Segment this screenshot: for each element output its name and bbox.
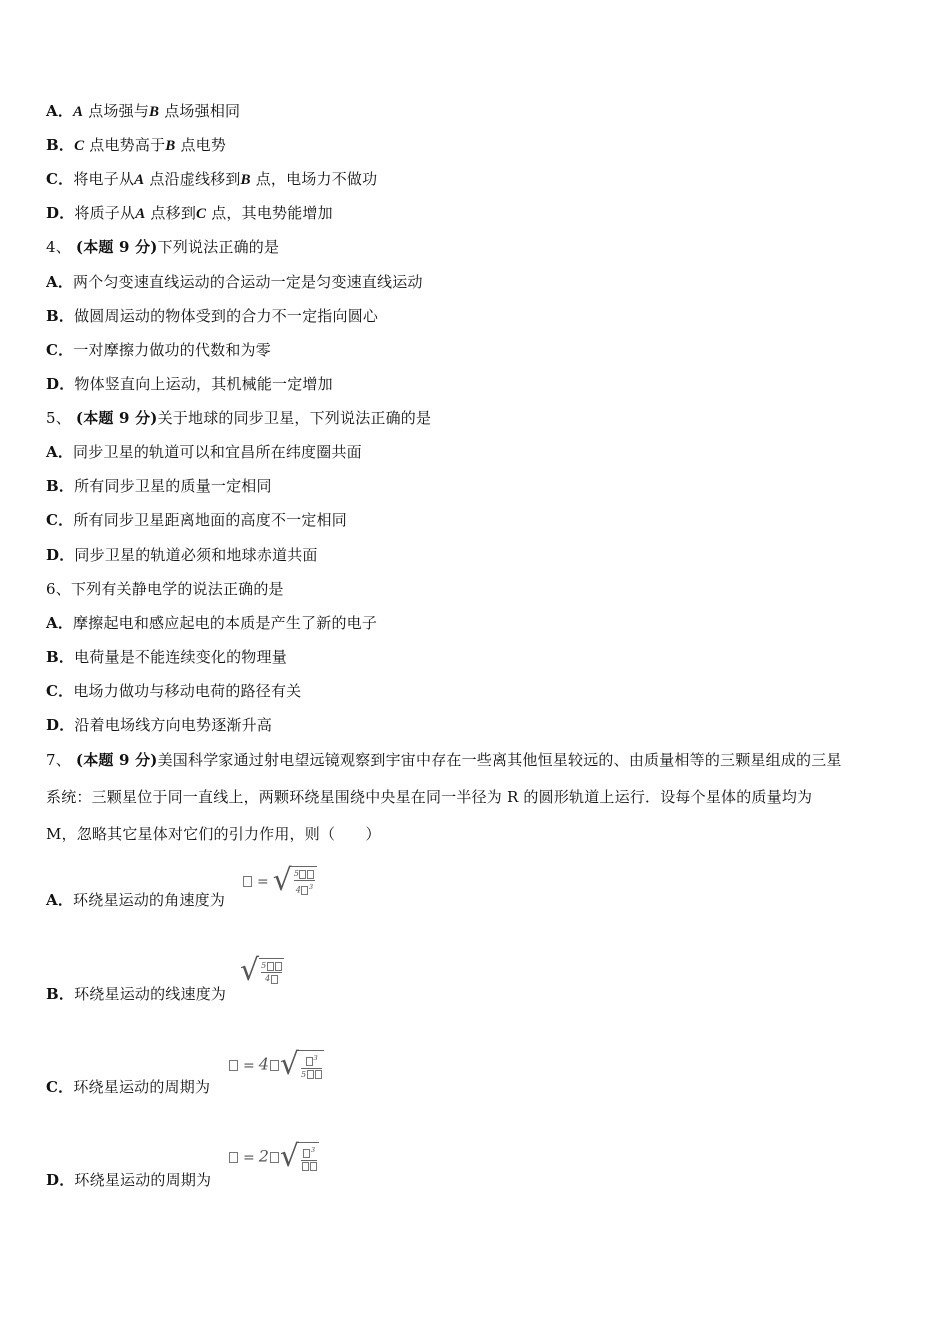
q4-option-d: D．物体竖直向上运动，其机械能一定增加 bbox=[46, 375, 333, 393]
q6-option-c: C．电场力做功与移动电荷的路径有关 bbox=[46, 682, 302, 700]
omega-symbol bbox=[243, 876, 252, 887]
q4-option-c: C．一对摩擦力做功的代数和为零 bbox=[46, 341, 271, 359]
formula-period-c: = 4 √ $\frac{^3}{5}$ bbox=[228, 1050, 324, 1080]
q7-option-a: A．环绕星运动的角速度为 bbox=[46, 891, 226, 909]
q5-option-d: D．同步卫星的轨道必须和地球赤道共面 bbox=[46, 546, 318, 564]
q5-stem: 5、 (本题 9 分)关于地球的同步卫星，下列说法正确的是 bbox=[46, 409, 432, 427]
q7-stem-line2: 系统：三颗星位于同一直线上，两颗环绕星围绕中央星在同一半径为 R 的圆形轨道上运行．设每个星体的质量均为 bbox=[46, 788, 813, 806]
t-symbol bbox=[229, 1060, 238, 1071]
option-label: D． bbox=[46, 204, 75, 222]
q5-option-a: A．同步卫星的轨道可以和宜昌所在纬度圈共面 bbox=[46, 443, 362, 461]
option-label: C． bbox=[46, 170, 74, 188]
option-label: B． bbox=[46, 136, 75, 154]
formula-linear-velocity bbox=[240, 953, 284, 988]
q7-option-b: B．环绕星运动的线速度为 bbox=[46, 985, 227, 1003]
q6-option-d: D．沿着电场线方向电势逐渐升高 bbox=[46, 716, 273, 734]
q6-option-a: A．摩擦起电和感应起电的本质是产生了新的电子 bbox=[46, 614, 378, 632]
formula-period-d: = 2 √ $^3$ bbox=[228, 1142, 319, 1172]
sqrt: √ $\frac{5}{4 ^3}$ bbox=[273, 866, 317, 896]
q3-option-d: D．将质子从A 点移到C 点，其电势能增加 bbox=[46, 204, 333, 222]
q7-option-c: C．环绕星运动的周期为 bbox=[46, 1078, 211, 1096]
q5-option-c: C．所有同步卫星距离地面的高度不一定相同 bbox=[46, 511, 347, 529]
sqrt: √ $\frac{5}{4}$ bbox=[240, 956, 284, 986]
q4-option-b: B．做圆周运动的物体受到的合力不一定指向圆心 bbox=[46, 307, 379, 325]
q4-option-a: A．两个匀变速直线运动的合运动一定是匀变速直线运动 bbox=[46, 273, 423, 291]
pi-symbol bbox=[270, 1152, 279, 1163]
sqrt: √ $^3$ bbox=[280, 1142, 319, 1172]
q3-option-b: B．C 点电势高于B 点电势 bbox=[46, 136, 227, 154]
q6-option-b: B．电荷量是不能连续变化的物理量 bbox=[46, 648, 287, 666]
q7-stem-line3: M，忽略其它星体对它们的引力作用，则（ ） bbox=[46, 825, 381, 843]
option-label: A． bbox=[46, 102, 74, 120]
q3-option-c: C．将电子从A 点沿虚线移到B 点，电场力不做功 bbox=[46, 170, 378, 188]
q6-stem: 6、下列有关静电学的说法正确的是 bbox=[46, 580, 284, 598]
formula-angular-velocity: = √ $\frac{5}{4 ^3}$ bbox=[242, 866, 317, 896]
q4-stem: 4、 (本题 9 分)下列说法正确的是 bbox=[46, 238, 280, 256]
t-symbol bbox=[229, 1152, 238, 1163]
pi-symbol bbox=[270, 1060, 279, 1071]
q3-option-a: A．A 点场强与B 点场强相同 bbox=[46, 102, 241, 120]
q7-option-d: D．环绕星运动的周期为 bbox=[46, 1171, 212, 1189]
q5-option-b: B．所有同步卫星的质量一定相同 bbox=[46, 477, 272, 495]
q7-stem-line1: 7、 (本题 9 分)美国科学家通过射电望远镜观察到宇宙中存在一些离其他恒星较远的、由质量相等的三颗星组成的三星 bbox=[46, 751, 842, 769]
sqrt: √ $\frac{^3}{5}$ bbox=[280, 1050, 324, 1080]
